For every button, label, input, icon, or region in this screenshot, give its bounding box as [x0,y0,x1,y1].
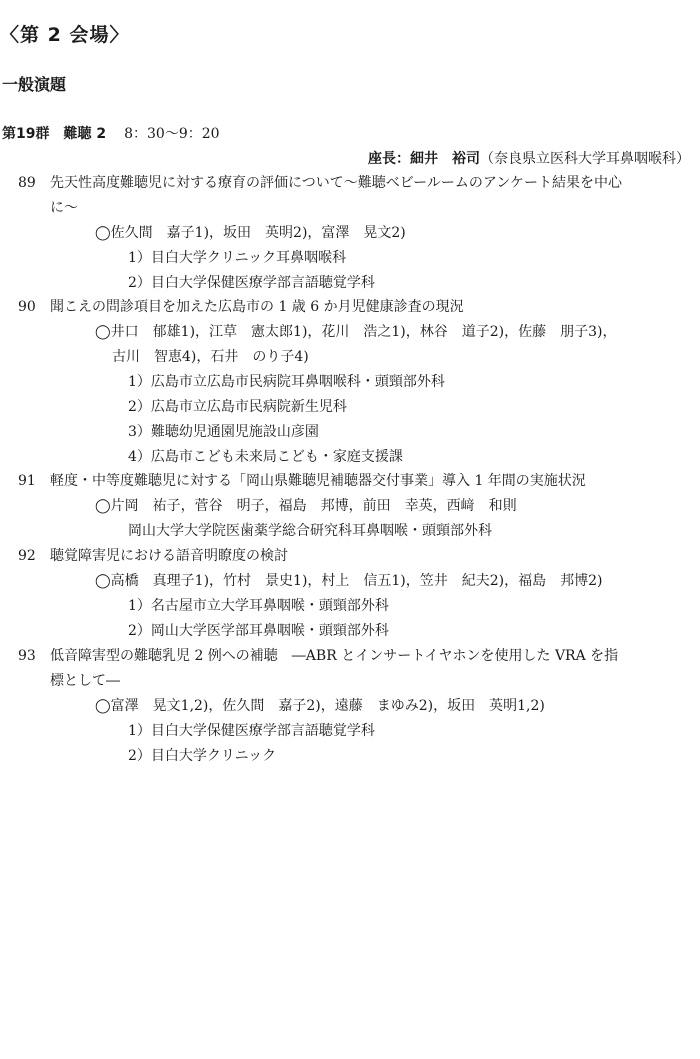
presentation-number: 93 [18,648,36,664]
presentation-title: 先天性高度難聴児に対する療育の評価について〜難聴ベビールームのアンケート結果を中心 [50,175,623,191]
presentation-title: 聴覚障害児における語音明瞭度の検討 [50,548,288,564]
presentation-affiliation: 2）目白大学保健医療学部言語聴覚学科 [128,275,375,291]
presentation-affiliation: 2）広島市立広島市民病院新生児科 [128,399,347,415]
presentation-title-continued: 標として― [50,673,120,689]
section-heading: 一般演題 [2,75,67,94]
presentation-affiliation: 岡山大学大学院医歯薬学総合研究科耳鼻咽喉・頭頸部外科 [128,523,492,539]
presentation-affiliation: 1）目白大学保健医療学部言語聴覚学科 [128,723,375,739]
presentation-number: 91 [18,473,36,489]
chair-name: 座長：細井 裕司 [368,151,480,167]
presentation-title-continued: に〜 [50,200,78,216]
presentation-title: 軽度・中等度難聴児に対する「岡山県難聴児補聴器交付事業」導入 1 年間の実施状況 [50,473,586,489]
presentation-affiliation: 1）広島市立広島市民病院耳鼻咽喉科・頭頸部外科 [128,374,445,390]
presentation-authors-continued: 古川 智恵4)，石井 のり子4) [112,349,309,365]
session-chair [368,148,690,168]
presentation-number: 92 [18,548,36,564]
presentation-affiliation: 2）目白大学クリニック [128,748,277,764]
venue-heading: 〈第 2 会場〉 [0,24,130,46]
presentation-authors: ◯片岡 祐子，菅谷 明子，福島 邦博，前田 幸英，西﨑 和則 [95,498,517,514]
presentation-number: 89 [18,175,36,191]
presentation-title: 低音障害型の難聴乳児 2 例への補聴 ―ABR とインサートイヤホンを使用した VRA を指 [50,648,619,664]
presentation-authors: ◯富澤 晃文1,2)，佐久間 嘉子2)，遠藤 まゆみ2)，坂田 英明1,2) [95,698,545,714]
group-name: 第19群 難聴 2 [2,126,107,142]
chair-affiliation: （奈良県立医科大学耳鼻咽喉科） [480,151,690,167]
presentation-authors: ◯高橋 真理子1)，竹村 景史1)，村上 信五1)，笠井 紀夫2)，福島 邦博2) [95,573,603,589]
presentation-affiliation: 1）名古屋市立大学耳鼻咽喉・頭頸部外科 [128,598,389,614]
presentation-affiliation: 2）岡山大学医学部耳鼻咽喉・頭頸部外科 [128,623,389,639]
presentation-title: 聞こえの問診項目を加えた広島市の 1 歳 6 か月児健康診査の現況 [50,299,464,315]
group-time: 8：30〜9：20 [124,126,220,142]
presentation-affiliation: 1）目白大学クリニック耳鼻咽喉科 [128,250,347,266]
presentation-authors: ◯佐久間 嘉子1)，坂田 英明2)，富澤 晃文2) [95,225,406,241]
session-group [2,123,220,143]
presentation-affiliation: 3）難聴幼児通園児施設山彦園 [128,424,319,440]
presentation-number: 90 [18,299,36,315]
presentation-authors: ◯井口 郁雄1)，江草 憲太郎1)，花川 浩之1)，林谷 道子2)，佐藤 朋子3)， [95,324,617,340]
presentation-affiliation: 4）広島市こども未来局こども・家庭支援課 [128,449,403,465]
